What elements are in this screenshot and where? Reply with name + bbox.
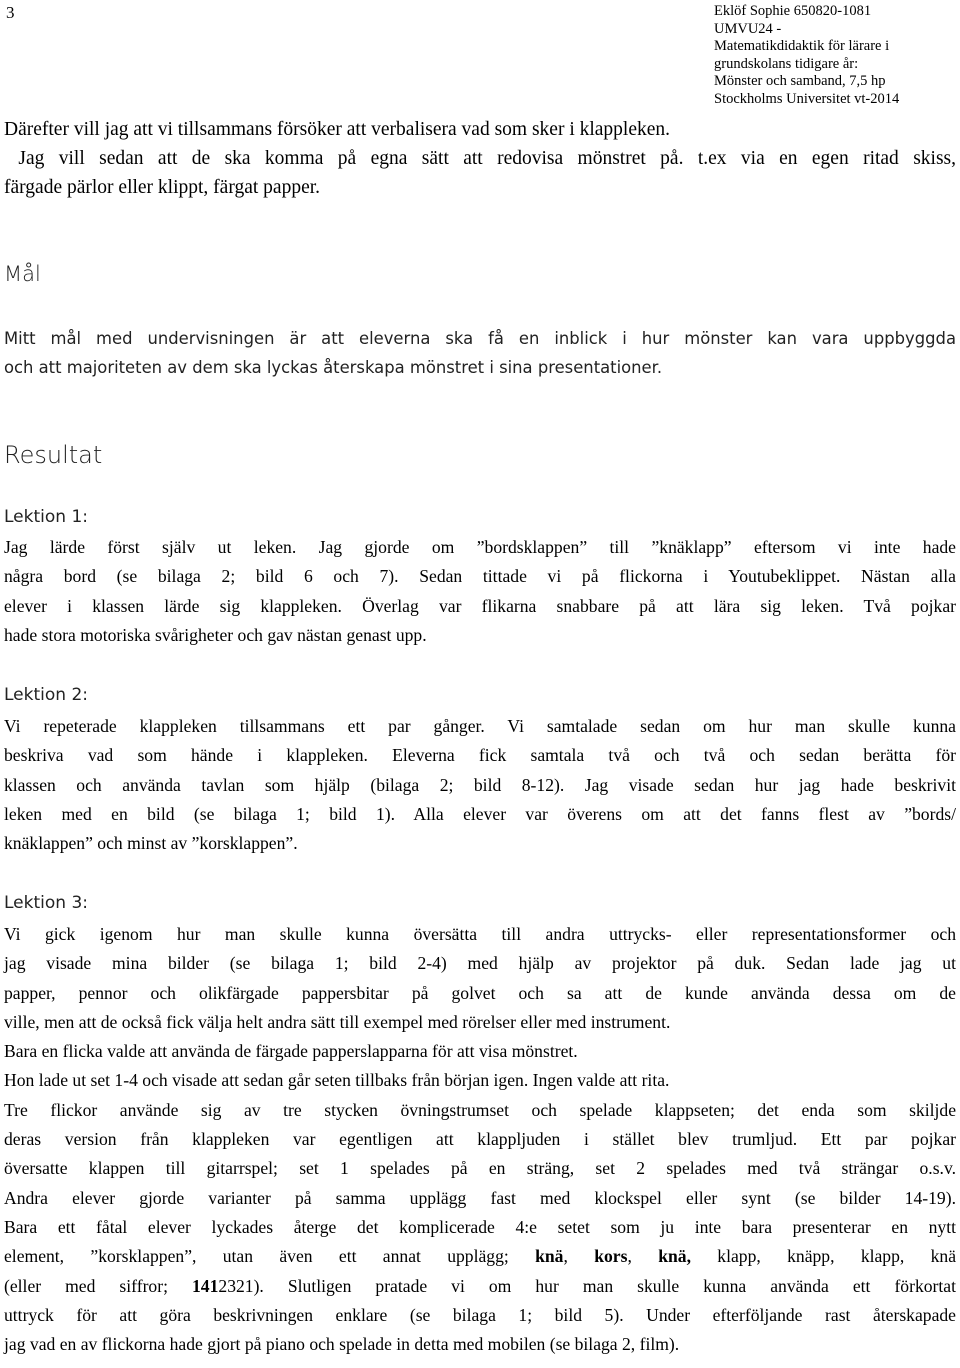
- text-line: uttryck för att göra beskrivningen enklare (se bilaga 1; bild 5). Under efterföljande rast återskapade: [4, 1304, 956, 1325]
- text-fragment: ). Slutligen pratade vi om hur man skulle kunna använda ett förkortat: [253, 1275, 956, 1296]
- text-line-with-bold: [4, 1242, 956, 1271]
- text-line: elever i klassen lärde sig klappleken. Överlag var flikarna snabbare på att lära sig leken. Två pojkar: [4, 595, 956, 616]
- text-line: jag vad en av flickorna hade gjort på piano och spelade in detta med mobilen (se bilaga 2, film).: [4, 1334, 680, 1355]
- text-line: Bara en flicka valde att använda de färgade papperslapparna för att visa mönstret.: [4, 1041, 578, 1062]
- lektion-2-title: Lektion 2:: [4, 685, 88, 705]
- text-fragment: element, ”korsklappen”, utan även ett annat upplägg;: [4, 1246, 536, 1267]
- section-heading-resultat: Resultat: [4, 441, 103, 469]
- text-line: Andra elever gjorde varianter på samma upplägg fast med klockspel eller synt (se bilder 14-19).: [4, 1187, 956, 1208]
- text-line: knäklappen” och minst av ”korsklappen”.: [4, 833, 298, 854]
- text-line: Därefter vill jag att vi tillsammans försöker att verbalisera vad som sker i klappleken.: [4, 119, 671, 140]
- text-fragment: ,: [627, 1246, 659, 1267]
- text-line: Jag lärde först själv ut leken. Jag gjorde om ”bordsklappen” till ”knäklapp” eftersom vi inte hade: [4, 537, 956, 557]
- lektion-1-title: Lektion 1:: [4, 507, 88, 527]
- text-line: Vi repeterade klappleken tillsammans ett par gånger. Vi samtalade sedan om hur man skulle kunna: [4, 716, 956, 736]
- text-line: färgade pärlor eller klippt, färgat papper.: [4, 177, 321, 198]
- text-line: beskriva vad som hände i klappleken. Eleverna fick samtala två och två och sedan berätta för: [4, 745, 956, 766]
- header-line: grundskolans tidigare år:: [714, 55, 859, 72]
- bold-word: knä,: [658, 1246, 691, 1267]
- text-fragment: klapp, knäpp, klapp, knä: [690, 1246, 957, 1267]
- page-header: [714, 3, 954, 109]
- header-line: Stockholms Universitet vt-2014: [714, 90, 900, 107]
- text-line: översatte klappen till gitarrspel; set 1 spelades på en sträng, set 2 spelades med två strängar o.s.v.: [4, 1158, 956, 1179]
- text-line: papper, pennor och olikfärgade pappersbitar på golvet och sa att de kunde använda dessa om de: [4, 982, 956, 1003]
- text-line: Jag vill sedan att de ska komma på egna sätt att redovisa mönstret på. t.ex via en egen ritad skiss,: [4, 148, 956, 169]
- header-line: UMVU24 -: [714, 20, 782, 37]
- header-line: Mönster och samband, 7,5 hp: [714, 73, 886, 90]
- text-line: Tre flickor använde sig av tre stycken övningstrumset och spelade klappseten; det enda som skiljde: [4, 1099, 956, 1120]
- lektion-1-paragraph: [4, 533, 956, 650]
- text-line: deras version från klappleken var egentligen att klappljuden i stället blev trumljud. Ett par pojkar: [4, 1129, 956, 1150]
- text-line: hade stora motoriska svårigheter och gav nästan genast upp.: [4, 624, 427, 645]
- bold-word: kors: [594, 1246, 628, 1267]
- text-line: några bord (se bilaga 2; bild 6 och 7). Sedan tittade vi på flickorna i Youtubeklippet. Nästan alla: [4, 566, 956, 587]
- section-heading-mal: Mål: [4, 262, 41, 286]
- text-line: jag visade mina bilder (se bilaga 1; bild 2-4) med hjälp av projektor på duk. Sedan lade jag ut: [4, 953, 956, 974]
- mal-paragraph: [4, 324, 956, 382]
- text-line: Bara ett fåtal elever lyckades återge det komplicerade 4:e setet som ju inte bara presenterar en nytt: [4, 1216, 956, 1237]
- text-line: Mitt mål med undervisningen är att eleverna ska få en inblick i hur mönster kan vara uppbyggda: [4, 329, 956, 348]
- text-line: och att majoriteten av dem ska lyckas återskapa mönstret i sina presentationer.: [4, 358, 663, 377]
- bold-word: knä: [535, 1246, 564, 1267]
- text-line: klassen och använda tavlan som hjälp (bilaga 2; bild 8-12). Jag visade sedan hur jag hade beskrivit: [4, 774, 956, 795]
- text-fragment: ,: [563, 1246, 595, 1267]
- lektion-3-title: Lektion 3:: [4, 893, 88, 913]
- text-fragment: (eller med siffror;: [4, 1275, 192, 1296]
- bold-digits: 141: [192, 1275, 219, 1296]
- text-line: Hon lade ut set 1-4 och visade att sedan går seten tillbaks från början igen. Ingen valde att rita.: [4, 1070, 670, 1091]
- lektion-2-paragraph: [4, 712, 956, 858]
- text-line: ville, men att de också fick välja helt andra sätt till exempel med rörelser eller med instrument.: [4, 1011, 671, 1032]
- text-line-with-bold: [4, 1272, 956, 1301]
- header-line: Matematikdidaktik för lärare i: [714, 38, 890, 55]
- text-line: Vi gick igenom hur man skulle kunna översätta till andra uttrycks- eller representationsformer och: [4, 924, 956, 944]
- text-line: leken med en bild (se bilaga 1; bild 1). Alla elever var överens om att det fanns flest av ”bords/: [4, 803, 956, 824]
- header-line: Eklöf Sophie 650820-1081: [714, 3, 872, 19]
- text-fragment: 2321: [218, 1275, 254, 1296]
- intro-paragraph: [4, 115, 956, 202]
- lektion-3-paragraph: [4, 920, 956, 1359]
- page-number: 3: [6, 3, 15, 22]
